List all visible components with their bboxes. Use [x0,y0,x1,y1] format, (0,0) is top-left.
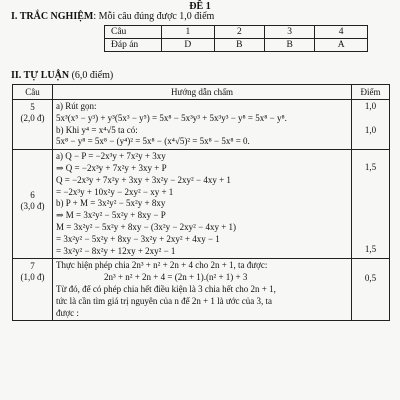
guide-line: = 3x²y² − 8x²y + 12xy + 2xy² − 1 [56,245,176,256]
question-number: 3 [264,26,314,39]
guide-line: = −2x³y + 10x²y − 2xy² − xy + 1 [56,186,174,197]
guide-line: Thực hiện phép chia 2n³ + n² + 2n + 4 cho 2n + 1, ta được: [56,260,268,271]
question-5-row [13,100,390,150]
question-number: 2 [214,26,264,39]
guide-line: ⇒ M = 3x²y² − 5x²y + 8xy − P [56,210,166,221]
question-6-cell [13,150,53,259]
guide-line: = 3x²y² − 5x²y + 8xy − 3x²y + 2xy² + 4xy − 1 [56,233,220,244]
question-number: 4 [315,26,368,39]
grading-header-row [13,85,390,100]
guide-line: a) Rút gọn: [56,101,97,111]
essay-grading-table [12,84,390,321]
question-number: 5 [30,102,35,112]
answer-letter: D [162,39,215,52]
question-number: 6 [30,190,35,201]
answer-row-label: Đáp án [105,39,162,52]
score: 1,5 [364,243,377,254]
part2-heading-line [11,70,113,81]
question-7-guide [53,259,352,321]
question-5-cell [13,100,53,150]
question-6-guide [53,150,352,259]
score: 0,5 [364,273,377,284]
question-row-label: Câu [105,26,162,39]
guide-line: Từ đó, để có phép chia hết điều kiện là 3 chia hết cho 2n + 1, [56,283,276,294]
score: 1,5 [364,162,377,173]
question-7-scores [352,259,390,321]
question-points-total: (3,0 đ) [20,201,45,212]
part1-heading-line [11,11,214,22]
part1-heading: I. TRẮC NGHIỆM [11,11,94,22]
header-question: Câu [13,85,53,100]
guide-line: 2n³ + n² + 2n + 4 = (2n + 1).(n² + 1) + 3 [104,272,248,283]
guide-line: được : [56,307,79,318]
guide-line: M = 3x²y² − 5x²y + 8xy − (3x²y − 2xy² − 4xy + 1) [56,221,237,232]
guide-line: b) Khi y⁴ = x⁴√5 ta có: [56,124,138,135]
guide-line: 5x³(x⁵ − y³) + y³(5x³ − y⁵) = 5x⁸ − 5x³y³ + 5x³y³ − y⁸ = 5x⁸ − y⁸. [56,112,287,123]
question-7-row [13,259,390,321]
score: 1,0 [364,124,377,135]
question-6-row [13,150,390,259]
guide-line: a) Q − P = −2x³y + 7x²y + 3xy [56,151,166,162]
question-number: 7 [30,261,35,272]
multiple-choice-answer-table [104,25,368,52]
guide-line: b) P + M = 3x²y² − 5x²y + 8xy [56,198,166,209]
question-points-total: (1,0 đ) [20,272,45,283]
guide-line: 5x⁸ − y⁸ = 5x⁸ − (y⁴)² = 5x⁸ − (x⁴√5)² = 5x⁸ − 5x⁸ = 0. [56,136,250,147]
question-5-scores [352,100,390,150]
question-6-scores [352,150,390,259]
answer-row [105,39,368,52]
part2-note: (6,0 điểm) [69,70,114,81]
answer-letter: B [214,39,264,52]
question-points-total: (2,0 đ) [20,113,45,123]
guide-line: Q = −2x³y + 7x²y + 3xy + 3x²y − 2xy² − 4xy + 1 [56,174,231,185]
header-points: Điểm [352,85,390,100]
answer-letter: A [315,39,368,52]
part2-heading: II. TỰ LUẬN [11,70,70,81]
answer-letter: B [264,39,314,52]
question-7-cell [13,259,53,321]
header-guide: Hướng dẫn chấm [53,85,352,100]
question-number: 1 [162,26,215,39]
guide-line: tức là cần tìm giá trị nguyên của n để 2n + 1 là ước của 3, ta [56,295,273,306]
question-5-guide [53,100,352,150]
part1-note: : Mỗi câu đúng được 1,0 điểm [93,11,215,22]
exam-title: ĐỀ 1 [189,1,211,12]
score: 1,0 [364,101,377,111]
guide-line: ⇒ Q = −2x³y + 7x²y + 3xy + P [56,162,167,173]
question-row [105,26,368,39]
